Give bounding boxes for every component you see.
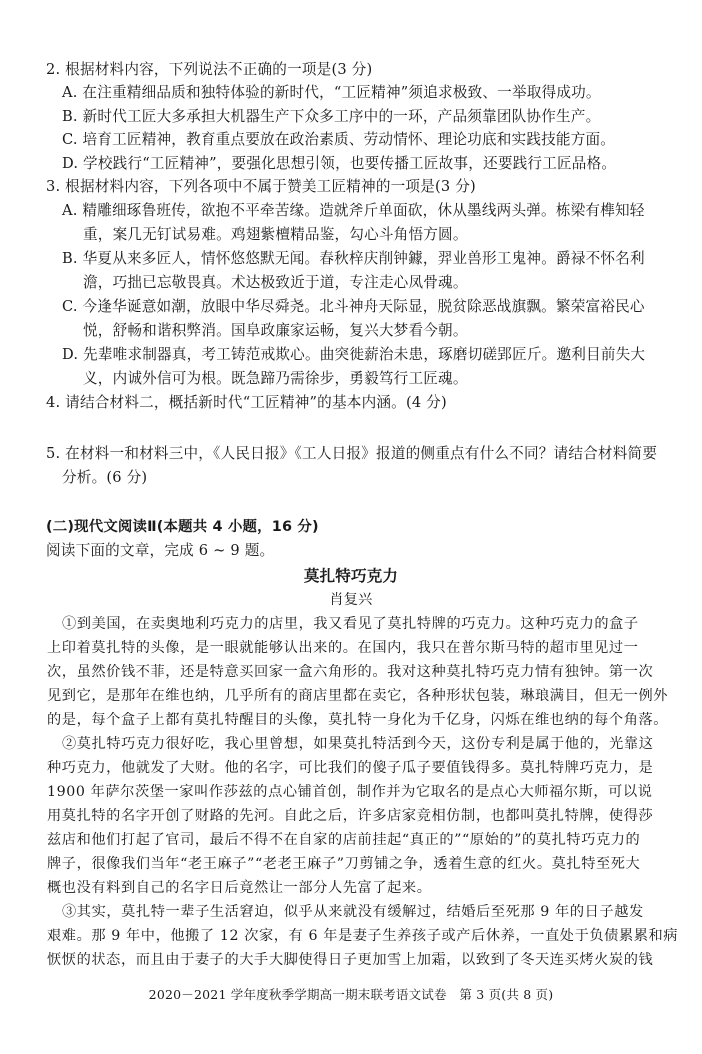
article-author: 肖复兴 <box>329 592 373 608</box>
article-line: 兹店和他们打起了官司，最后不得不在自家的店前挂起“真正的”“原始的”的莫扎特巧克力的 <box>47 832 641 848</box>
section-instruction: 阅读下面的文章，完成 6 ~ 9 题。 <box>46 542 275 559</box>
q5-stem: 5. 在材料一和材料三中，《人民日报》《工人日报》报道的侧重点有什么不同？请结合材料简要 <box>46 445 658 462</box>
q2-stem: 2. 根据材料内容，下列说法不正确的一项是(3 分) <box>46 61 373 78</box>
article-title: 莫扎特巧克力 <box>303 567 399 585</box>
q3-option-d-cont: 义，内诚外信可为根。既急蹄乃需徐步，勇毅笃行工匠魂。 <box>83 370 468 387</box>
article-line: 种巧克力，他就发了大财。他的名字，可比我们的傻子瓜子要值钱得多。莫扎特牌巧克力，是 <box>47 760 654 776</box>
article-line: 艰难。那 9 年中，他搬了 12 次家，有 6 年是妻子生养孩子或产后休养，一直处于负债累累和病 <box>47 928 679 944</box>
q3-option-c: C. 今逢华诞意如潮，放眼中华尽舜尧。北斗神舟天际显，脱贫除恶战旗飘。繁荣富裕民心 <box>62 298 645 315</box>
article-line: 的是，每个盒子上都有莫扎特醒目的头像，莫扎特一身化为千亿身，闪烁在维也纳的每个角落。 <box>47 712 669 728</box>
q5-stem-cont: 分析。(6 分) <box>62 469 148 486</box>
q2-option-b: B. 新时代工匠大多承担大机器生产下众多工序中的一环，产品须靠团队协作生产。 <box>62 108 601 125</box>
article-line: 上印着莫扎特的头像，是一眼就能够认出来的。在国内，我只在普尔斯马特的超市里见过一 <box>47 640 639 656</box>
article-line: 概也没有料到自己的名字日后竟然让一部分人先富了起来。 <box>47 880 432 896</box>
article-line: ①到美国，在卖奥地利巧克力的店里，我又看见了莫扎特牌的巧克力。这种巧克力的盒子 <box>62 616 639 632</box>
section-heading: (二)现代文阅读Ⅱ(本题共 4 小题，16 分) <box>46 519 319 535</box>
article-line: ③其实，莫扎特一辈子生活窘迫，似乎从来就没有缓解过，结婚后至死那 9 年的日子越发 <box>62 904 644 920</box>
q2-option-c: C. 培育工匠精神，教育重点要放在政治素质、劳动情怀、理论功底和实践技能方面。 <box>62 131 616 148</box>
article-line: 见到它，是那年在维也纳，几乎所有的商店里都在卖它，各种形状包装，琳琅满目，但无一例外 <box>47 688 669 704</box>
article-line: 恹恹的状态，而且由于妻子的大手大脚使得日子更加雪上加霜，以致到了冬天连买烤火炭的钱 <box>47 952 654 968</box>
q3-option-d: D. 先辈唯求制器真，考工铸范戒欺心。曲突徙薪治未患，琢磨切磋郢匠斤。邀利目前失大 <box>62 346 646 363</box>
q3-option-b: B. 华夏从来多匠人，情怀悠悠默无闻。春秋梓庆削钟鐻，羿业兽形工鬼神。爵禄不怀名利 <box>62 250 645 267</box>
article-line: ②莫扎特巧克力很好吃，我心里曾想，如果莫扎特活到今天，这份专利是属于他的，光靠这 <box>62 736 654 752</box>
q3-option-a: A. 精雕细琢鲁班传，欲抱不平牵苦缘。造就斧斤单面砍，休从墨线两头弹。栋梁有榫知轻 <box>62 202 645 219</box>
q3-option-b-cont: 澹，巧拙已忘敬畏真。术达极致近于道，专注走心凤骨魂。 <box>83 274 468 291</box>
q2-option-a: A. 在注重精细品质和独特体验的新时代，“工匠精神”须追求极致、一举取得成功。 <box>62 84 601 101</box>
q3-option-a-cont: 重，案几无钉试易难。鸡翅紫檀精品鉴，勾心斗角悟方圆。 <box>83 226 468 243</box>
page-footer: 2020－2021 学年度秋季学期高一期末联考语文试卷 第 3 页(共 8 页) <box>148 987 554 1002</box>
article-line: 用莫扎特的名字开创了财路的先河。自此之后，许多店家竞相仿制，也都叫莫扎特牌，使得莎 <box>47 808 654 824</box>
q3-option-c-cont: 悦，舒畅和谐积弊消。国阜政廉家运畅，复兴大梦看今朝。 <box>83 322 468 339</box>
article-line: 次，虽然价钱不菲，还是特意买回家一盒六角形的。我对这种莫扎特巧克力情有独钟。第一次 <box>47 664 654 680</box>
q4-stem: 4. 请结合材料二，概括新时代“工匠精神”的基本内涵。(4 分) <box>46 394 447 411</box>
article-line: 牌子，很像我们当年“老王麻子”“老老王麻子”刀剪铺之争，透着生意的红火。莫扎特至死大 <box>47 856 641 872</box>
article-line: 1900 年萨尔茨堡一家叫作莎兹的点心铺首创，制作并为它取名的是点心大师福尔斯，可以说 <box>47 784 653 800</box>
q3-stem: 3. 根据材料内容，下列各项中不属于赞美工匠精神的一项是(3 分) <box>46 178 476 195</box>
q2-option-d: D. 学校践行“工匠精神”，要强化思想引领，也要传播工匠故事，还要践行工匠品格。 <box>62 155 617 172</box>
